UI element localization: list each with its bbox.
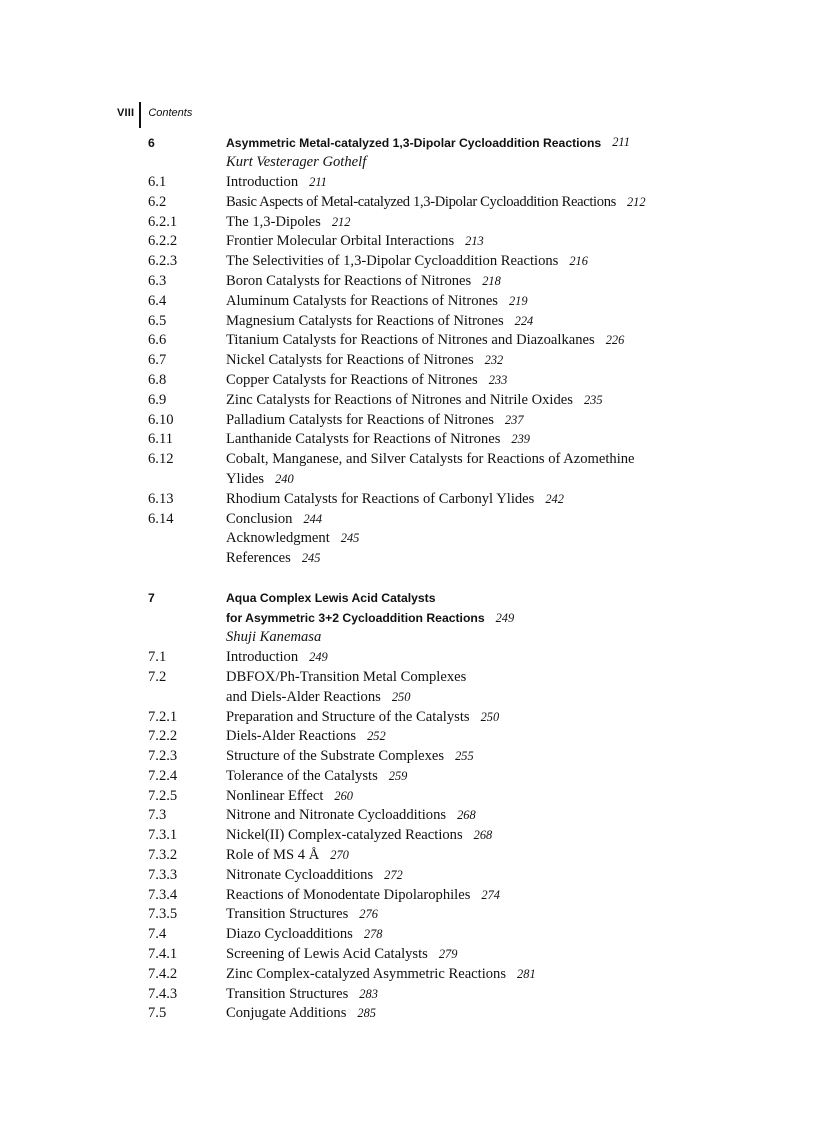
toc-entry-number: 6.6 xyxy=(148,332,167,349)
toc-page-number: 279 xyxy=(438,947,458,962)
toc-author-name: Kurt Vesterager Gothelf xyxy=(226,154,367,171)
toc-entry-title: Nitrone and Nitronate Cycloadditions xyxy=(226,807,447,824)
toc-entry-number: 7.4 xyxy=(148,926,167,943)
toc-page-number: 260 xyxy=(334,788,353,803)
toc-section-entry[interactable] xyxy=(148,489,738,509)
toc-page-number: 268 xyxy=(473,828,493,843)
toc-entry-number: 7.4.2 xyxy=(148,965,178,982)
toc-page-number: 276 xyxy=(359,907,378,922)
toc-entry-number: 6.13 xyxy=(148,490,174,507)
toc-section-entry[interactable] xyxy=(148,232,738,252)
toc-entry-number: 6.2 xyxy=(148,193,167,210)
toc-page-number: 216 xyxy=(569,254,588,269)
toc-page-number: 283 xyxy=(359,986,378,1001)
toc-section-entry[interactable] xyxy=(148,173,738,193)
toc-section-entry[interactable] xyxy=(148,410,738,430)
toc-page-number: 213 xyxy=(465,234,484,249)
toc-entry-number: 7.2.3 xyxy=(148,748,178,765)
toc-section-entry[interactable] xyxy=(148,272,738,292)
header-rule xyxy=(139,102,141,128)
toc-entry-title: References xyxy=(226,550,291,567)
toc-page-number: 235 xyxy=(583,392,603,407)
toc-entry-number: 7.3.1 xyxy=(148,827,178,844)
toc-entry-number: 6.9 xyxy=(148,391,167,408)
toc-entry-title: Diazo Cycloadditions xyxy=(226,926,353,943)
toc-page-number: 281 xyxy=(517,966,536,981)
toc-section-entry[interactable] xyxy=(148,1004,738,1024)
toc-page-number: 285 xyxy=(357,1006,376,1021)
toc-section-entry[interactable] xyxy=(148,984,738,1004)
toc-entry-number: 6.14 xyxy=(148,510,174,527)
toc-section-entry[interactable] xyxy=(148,311,738,331)
toc-entry-title: Preparation and Structure of the Catalysts xyxy=(226,708,470,725)
toc-page-number: 270 xyxy=(330,848,349,863)
toc-section-entry[interactable] xyxy=(148,509,738,529)
toc-entry-number: 6.8 xyxy=(148,371,167,388)
toc-entry-number: 6.1 xyxy=(148,173,167,190)
toc-entry-number: 6.3 xyxy=(148,272,167,289)
toc-entry-title: Boron Catalysts for Reactions of Nitrones xyxy=(226,272,472,289)
toc-section-entry[interactable] xyxy=(148,806,738,826)
toc-entry-number: 7.3.4 xyxy=(148,886,178,903)
toc-page-number: 250 xyxy=(480,709,500,724)
toc-entry-number: 7.3.2 xyxy=(148,847,178,864)
toc-entry-title: Cobalt, Manganese, and Silver Catalysts for Reactions of Azomethine xyxy=(226,451,635,468)
toc-entry-title: Acknowledgment xyxy=(226,530,330,547)
toc-entry-number: 7 xyxy=(148,591,155,606)
toc-entry-title: Zinc Catalysts for Reactions of Nitrones and Nitrile Oxides xyxy=(226,391,573,408)
toc-section-entry[interactable] xyxy=(148,905,738,925)
toc-section-entry[interactable] xyxy=(148,549,738,569)
toc-page-number: 245 xyxy=(340,531,360,546)
toc-entry-title: Magnesium Catalysts for Reactions of Nitrones xyxy=(226,312,504,329)
toc-entry-number: 7.2.2 xyxy=(148,728,178,745)
toc-page-number: 233 xyxy=(488,372,508,387)
toc-entry-title: Palladium Catalysts for Reactions of Nitrones xyxy=(226,411,494,428)
toc-page-number: 232 xyxy=(484,353,504,368)
toc-section-entry[interactable] xyxy=(148,390,738,410)
toc-chapter-entry[interactable] xyxy=(148,608,738,628)
toc-entry-number: 6.7 xyxy=(148,352,167,369)
toc-chapter-entry[interactable] xyxy=(148,588,738,608)
toc-entry-title: Rhodium Catalysts for Reactions of Carbonyl Ylides xyxy=(226,490,535,507)
toc-section-entry[interactable] xyxy=(148,371,738,391)
toc-entry-title: Frontier Molecular Orbital Interactions xyxy=(226,233,455,250)
toc-section-entry[interactable] xyxy=(148,747,738,767)
table-of-contents xyxy=(148,133,738,1024)
toc-author-entry[interactable] xyxy=(148,628,738,648)
toc-entry-number: 7.4.3 xyxy=(148,985,178,1002)
toc-section-entry[interactable] xyxy=(148,925,738,945)
toc-entry-number: 6.4 xyxy=(148,292,167,309)
toc-page-number: 240 xyxy=(275,471,294,486)
toc-page-number: 244 xyxy=(303,511,323,526)
toc-section-entry[interactable] xyxy=(148,846,738,866)
toc-entry-title: Basic Aspects of Metal-catalyzed 1,3-Dipolar Cycloaddition Reactions xyxy=(226,193,616,210)
toc-entry-title: Nitronate Cycloadditions xyxy=(226,866,374,883)
running-header xyxy=(117,102,192,128)
toc-entry-title: Conjugate Additions xyxy=(226,1005,347,1022)
toc-entry-title: Asymmetric Metal-catalyzed 1,3-Dipolar Cycloaddition Reactions xyxy=(226,135,602,150)
toc-page-number: 259 xyxy=(388,768,408,783)
toc-entry-title: Structure of the Substrate Complexes xyxy=(226,748,445,765)
toc-section-entry[interactable] xyxy=(148,826,738,846)
toc-entry-title: Introduction xyxy=(226,649,299,666)
toc-page-number: 211 xyxy=(612,135,630,150)
toc-entry-number: 6.5 xyxy=(148,312,167,329)
toc-entry-number: 6.12 xyxy=(148,451,174,468)
toc-page-number: 211 xyxy=(309,174,327,189)
toc-entry-number: 7.3.3 xyxy=(148,866,178,883)
toc-section-entry[interactable] xyxy=(148,648,738,668)
toc-entry-title: Screening of Lewis Acid Catalysts xyxy=(226,946,428,963)
toc-entry-title: Ylides xyxy=(226,470,265,487)
toc-section-entry[interactable] xyxy=(148,351,738,371)
page-number: VIII xyxy=(117,107,135,119)
toc-entry-number: 7.3.5 xyxy=(148,906,178,923)
toc-entry-title: Role of MS 4 Å xyxy=(226,847,320,864)
toc-page-number: 250 xyxy=(391,689,411,704)
toc-entry-title: and Diels-Alder Reactions xyxy=(226,688,381,705)
toc-entry-number: 7.2.1 xyxy=(148,708,178,725)
toc-section-entry[interactable] xyxy=(148,291,738,311)
toc-section-entry[interactable] xyxy=(148,529,738,549)
toc-section-entry[interactable] xyxy=(148,470,738,490)
toc-chapter-entry[interactable] xyxy=(148,133,738,153)
toc-section-entry[interactable] xyxy=(148,885,738,905)
toc-entry-number: 6.2.1 xyxy=(148,213,178,230)
toc-entry-number: 6.2.3 xyxy=(148,253,178,270)
toc-page-number: 272 xyxy=(384,867,403,882)
toc-entry-title: Conclusion xyxy=(226,510,293,527)
toc-entry-number: 6.2.2 xyxy=(148,233,178,250)
toc-entry-title: Lanthanide Catalysts for Reactions of Nitrones xyxy=(226,431,501,448)
running-title: Contents xyxy=(148,107,193,119)
toc-page-number: 249 xyxy=(495,610,515,625)
toc-entry-title: The 1,3-Dipoles xyxy=(226,213,321,230)
toc-entry-number: 7.2.5 xyxy=(148,787,178,804)
toc-page-number: 278 xyxy=(363,927,383,942)
toc-section-entry[interactable] xyxy=(148,252,738,272)
toc-entry-number: 7.3 xyxy=(148,807,167,824)
toc-entry-title: Tolerance of the Catalysts xyxy=(226,767,378,784)
toc-page-number: 224 xyxy=(514,313,534,328)
toc-page-number: 255 xyxy=(455,749,474,764)
toc-section-entry[interactable] xyxy=(148,430,738,450)
toc-section-entry[interactable] xyxy=(148,331,738,351)
toc-section-entry[interactable] xyxy=(148,786,738,806)
toc-author-entry[interactable] xyxy=(148,153,738,173)
toc-entry-title: Zinc Complex-catalyzed Asymmetric Reactions xyxy=(226,965,507,982)
toc-entry-title: Reactions of Monodentate Dipolarophiles xyxy=(226,886,471,903)
toc-entry-number: 7.5 xyxy=(148,1005,167,1022)
toc-section-entry[interactable] xyxy=(148,212,738,232)
toc-page-number: 242 xyxy=(545,491,564,506)
toc-page-number: 274 xyxy=(481,887,500,902)
toc-section-entry[interactable] xyxy=(148,707,738,727)
toc-section-entry[interactable] xyxy=(148,687,738,707)
toc-section-entry[interactable] xyxy=(148,964,738,984)
toc-page-number: 252 xyxy=(367,729,386,744)
toc-page-number: 218 xyxy=(482,273,501,288)
toc-entry-number: 6.10 xyxy=(148,411,174,428)
toc-page-number: 226 xyxy=(605,333,625,348)
toc-section-entry[interactable] xyxy=(148,668,738,688)
toc-entry-title: Aqua Complex Lewis Acid Catalysts xyxy=(226,591,436,606)
toc-entry-title: Aluminum Catalysts for Reactions of Nitrones xyxy=(226,292,498,309)
toc-page-number: 237 xyxy=(504,412,524,427)
toc-page-number: 212 xyxy=(331,214,351,229)
toc-entry-number: 6.11 xyxy=(148,431,173,448)
toc-section-entry[interactable] xyxy=(148,767,738,787)
toc-section-entry[interactable] xyxy=(148,865,738,885)
toc-entry-title: Diels-Alder Reactions xyxy=(226,728,357,745)
toc-entry-title: Nickel Catalysts for Reactions of Nitrones xyxy=(226,352,474,369)
toc-section-entry[interactable] xyxy=(148,450,738,470)
toc-page-number: 239 xyxy=(511,432,530,447)
toc-entry-title: Nonlinear Effect xyxy=(226,787,324,804)
toc-entry-title: Nickel(II) Complex-catalyzed Reactions xyxy=(226,827,463,844)
toc-entry-number: 6 xyxy=(148,135,155,150)
toc-page-number: 268 xyxy=(457,808,476,823)
toc-entry-title: Copper Catalysts for Reactions of Nitrones xyxy=(226,371,478,388)
toc-entry-title: Introduction xyxy=(226,173,299,190)
toc-page-number: 249 xyxy=(309,650,328,665)
toc-page-number: 219 xyxy=(508,293,528,308)
toc-section-entry[interactable] xyxy=(148,192,738,212)
toc-entry-number: 7.2.4 xyxy=(148,767,178,784)
toc-page-number: 245 xyxy=(301,551,321,566)
toc-section-entry[interactable] xyxy=(148,945,738,965)
toc-entry-title: Transition Structures xyxy=(226,906,349,923)
toc-author-name: Shuji Kanemasa xyxy=(226,629,322,646)
toc-entry-title: DBFOX/Ph-Transition Metal Complexes xyxy=(226,668,467,685)
toc-entry-number: 7.4.1 xyxy=(148,946,178,963)
toc-entry-title: Titanium Catalysts for Reactions of Nitrones and Diazoalkanes xyxy=(226,332,595,349)
toc-entry-title: Transition Structures xyxy=(226,985,349,1002)
chapter-gap xyxy=(148,569,738,589)
toc-entry-number: 7.1 xyxy=(148,649,167,666)
toc-entry-number: 7.2 xyxy=(148,668,167,685)
toc-entry-title: The Selectivities of 1,3-Dipolar Cycloaddition Reactions xyxy=(226,253,559,270)
toc-page-number: 212 xyxy=(626,194,646,209)
toc-entry-title: for Asymmetric 3+2 Cycloaddition Reactions xyxy=(226,611,485,626)
toc-section-entry[interactable] xyxy=(148,727,738,747)
